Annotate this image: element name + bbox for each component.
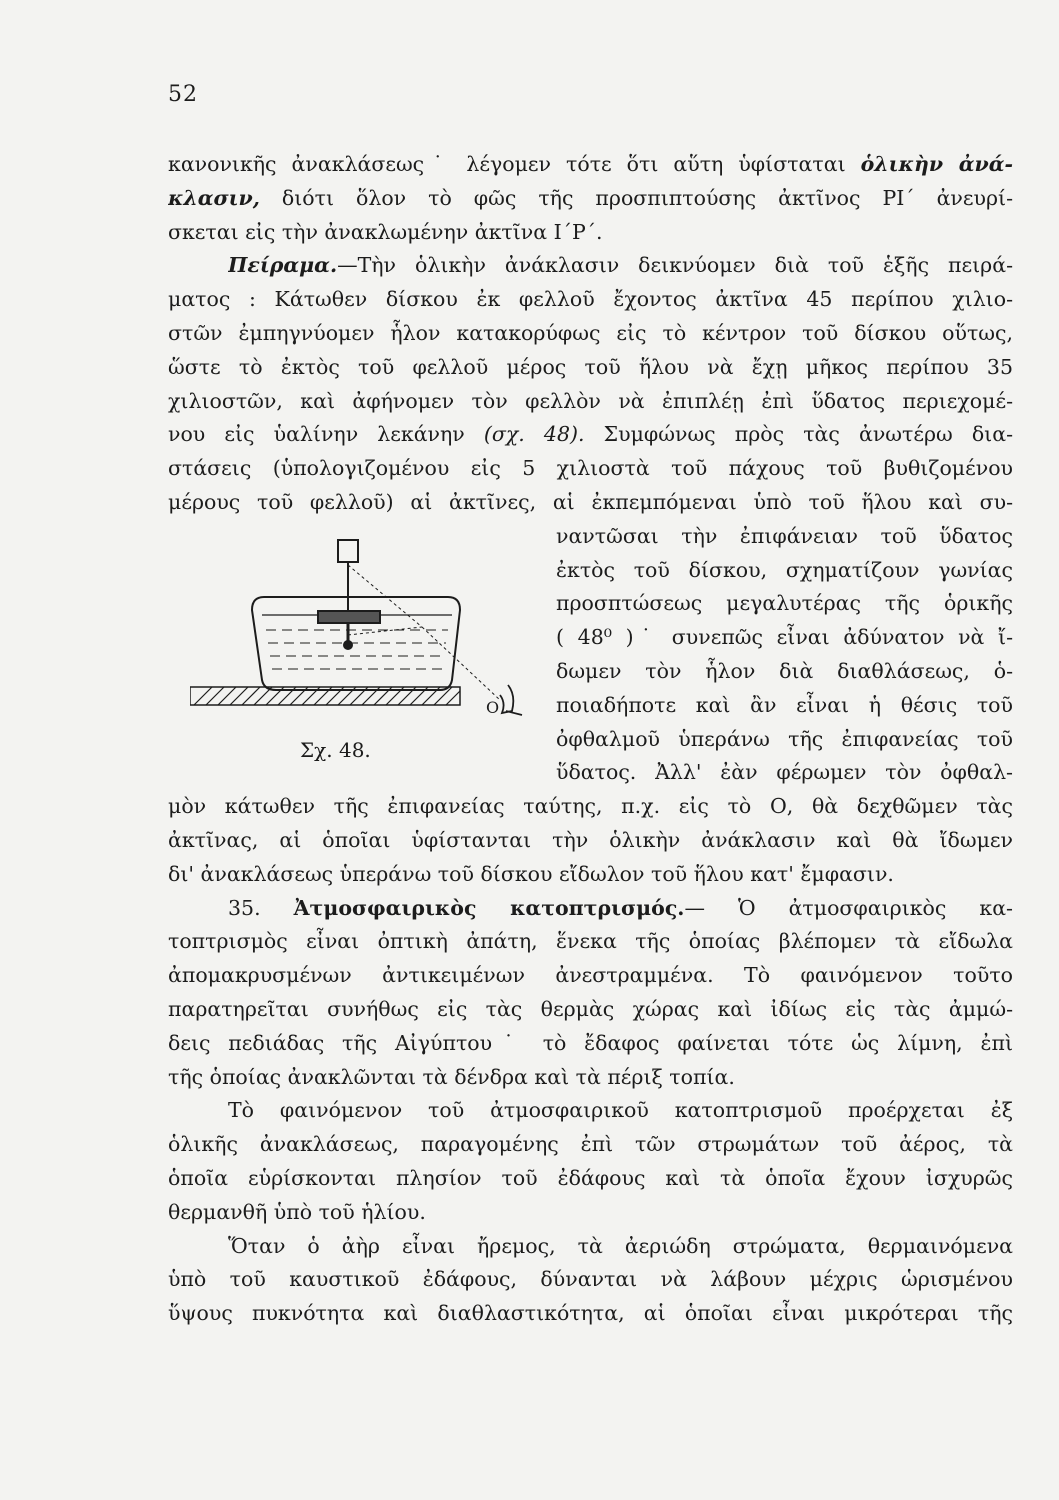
text-segment: 35. — [228, 895, 294, 920]
text-segment: Πείραμα. — [228, 253, 338, 278]
eye-icon — [500, 685, 522, 715]
text-line — [168, 1198, 1013, 1226]
text-line — [228, 1232, 1013, 1260]
text-segment: ἐκτὸς τοῦ δίσκου, σχηματίζουν γωνίας — [556, 557, 1013, 582]
text-segment: κανονικῆς ἀνακλάσεως˙ λέγομεν τότε ὅτι αὕτη ὑφίσταται — [168, 152, 861, 176]
text-line — [168, 387, 1013, 415]
text-segment: ὕψους πυκνότητα καὶ διαθλαστικότητα, αἱ ὁποῖαι εἶναι μικρότεραι τῆς — [168, 1301, 1013, 1326]
text-segment: ποιαδήποτε καὶ ἂν εἶναι ἡ θέσις τοῦ — [556, 692, 1013, 717]
text-segment: ὕδατος. Ἀλλ' ἐὰν φέρωμεν τὸν ὀφθαλ- — [556, 760, 1013, 785]
text-segment: — Ὁ ἀτμοσφαιρικὸς κα- — [684, 895, 1013, 920]
text-line — [168, 319, 1013, 347]
text-line — [228, 251, 1013, 279]
text-segment: Ἀτμοσφαιρικὸς κατοπτρισμός. — [293, 895, 685, 920]
text-line — [556, 691, 1013, 719]
text-segment: τοπτρισμὸς εἶναι ὀπτικὴ ἀπάτη, ἕνεκα τῆς ὁποίας βλέπομεν τὰ εἴδωλα — [168, 929, 1013, 954]
text-segment: θερμανθῆ ὑπὸ τοῦ ἡλίου. — [168, 1199, 426, 1224]
text-line — [168, 420, 1013, 448]
text-segment: Συμφώνως πρὸς τὰς ἀνωτέρω δια- — [584, 422, 1013, 447]
text-segment: παρατηρεῖται συνήθως εἰς τὰς θερμὰς χώρας καὶ ἰδίως εἰς τὰς ἀμμώ- — [168, 997, 1013, 1021]
text-line — [168, 1029, 1013, 1057]
text-segment: δωμεν τὸν ἧλον διὰ διαθλάσεως, ὁ- — [556, 659, 1013, 683]
text-segment: ὁλικὴν ἀνά- — [860, 152, 1013, 176]
page-number: 52 — [168, 82, 198, 107]
text-line — [168, 792, 1013, 820]
nail-head — [338, 540, 358, 562]
text-line — [556, 758, 1013, 786]
text-line — [168, 995, 1013, 1023]
text-line — [168, 218, 1013, 246]
text-segment: δι' ἀνακλάσεως ὑπεράνω τοῦ δίσκου εἴδωλον τοῦ ἥλου κατ' ἔμφασιν. — [168, 861, 894, 886]
text-line — [556, 725, 1013, 753]
text-segment: τῆς ὁποίας ἀνακλῶνται τὰ δένδρα καὶ τὰ πέριξ τοπία. — [168, 1064, 735, 1089]
text-segment: κλασιν, — [168, 185, 260, 210]
text-segment: ὁποῖα εὑρίσκονται πλησίον τοῦ ἐδάφους καὶ τὰ ὁποῖα ἔχουν ἰσχυρῶς — [168, 1166, 1013, 1190]
text-segment: δεις πεδιάδας τῆς Αἰγύπτου˙ τὸ ἔδαφος φαίνεται τότε ὡς λίμνη, ἐπὶ — [168, 1030, 1013, 1055]
text-line — [556, 589, 1013, 617]
text-line — [168, 285, 1013, 313]
text-segment: (σχ. 48). — [483, 422, 585, 447]
text-line — [228, 894, 1013, 922]
text-segment: χιλιοστῶν, καὶ ἀφήνομεν τὸν φελλὸν νὰ ἐπιπλέῃ ἐπὶ ὕδατος περιεχομέ- — [168, 388, 1013, 413]
text-segment: μέρους τοῦ φελλοῦ) αἱ ἀκτῖνες, αἱ ἐκπεμπόμεναι ὑπὸ τοῦ ἥλου καὶ συ- — [168, 490, 1013, 514]
text-segment: ὥστε τὸ ἐκτὸς τοῦ φελλοῦ μέρος τοῦ ἥλου νὰ ἔχῃ μῆκος περίπου 35 — [168, 354, 1013, 379]
figure-48-diagram — [190, 535, 540, 765]
text-segment: ἀκτῖνας, αἱ ὁποῖαι ὑφίστανται τὴν ὁλικὴν ἀνάκλασιν καὶ θὰ ἴδωμεν — [168, 828, 1013, 852]
text-segment: στῶν ἐμπηγνύομεν ἧλον κατακορύφως εἰς τὸ κέντρον τοῦ δίσκου οὕτως, — [168, 321, 1013, 345]
text-segment: ( 48⁰ )˙ συνεπῶς εἶναι ἀδύνατον νὰ ἴ- — [556, 625, 1013, 650]
text-segment: διότι ὅλον τὸ φῶς τῆς προσπιπτούσης ἀκτῖνος ΡΙ΄ ἀνευρί- — [259, 185, 1013, 210]
text-line — [168, 961, 1013, 989]
text-segment: ναντῶσαι τὴν ἐπιφάνειαν τοῦ ὕδατος — [556, 523, 1013, 548]
text-segment: ὀφθαλμοῦ ὑπεράνω τῆς ἐπιφανείας τοῦ — [556, 726, 1013, 751]
cork-disc — [318, 611, 380, 623]
text-segment: Ὅταν ὁ ἀὴρ εἶναι ἤρεμος, τὰ ἀεριώδη στρώματα, θερμαινόμενα — [228, 1233, 1013, 1258]
text-line — [556, 556, 1013, 584]
text-line — [168, 927, 1013, 955]
eye-label: O — [486, 698, 500, 717]
figure-caption: Σχ. 48. — [300, 738, 371, 762]
text-line — [168, 1063, 1013, 1091]
text-line — [556, 657, 1013, 685]
text-segment: στάσεις (ὑπολογιζομένου εἰς 5 χιλιοστὰ τοῦ πάχους τοῦ βυθιζομένου — [168, 456, 1013, 481]
text-line — [168, 454, 1013, 482]
text-segment: —Τὴν ὁλικὴν ἀνάκλασιν δεικνύομεν διὰ τοῦ ἑξῆς πειρά- — [337, 253, 1013, 278]
text-line — [168, 488, 1013, 516]
text-segment: ἀπομακρυσμένων ἀντικειμένων ἀνεστραμμένα. Τὸ φαινόμενον τοῦτο — [168, 963, 1013, 988]
text-line — [168, 1130, 1013, 1158]
text-segment: μὸν κάτωθεν τῆς ἐπιφανείας ταύτης, π.χ. εἰς τὸ Ο, θὰ δεχθῶμεν τὰς — [168, 794, 1013, 819]
text-line — [556, 623, 1013, 651]
text-line — [168, 184, 1013, 212]
text-segment: νου εἰς ὑαλίνην λεκάνην — [168, 422, 484, 447]
text-segment: ὑπὸ τοῦ καυστικοῦ ἐδάφους, δύνανται νὰ λάβουν μέχρις ὡρισμένου — [168, 1267, 1013, 1292]
text-line — [168, 860, 1013, 888]
text-segment: ματος : Κάτωθεν δίσκου ἐκ φελλοῦ ἔχοντος ἀκτῖνα 45 περίπου χιλιο- — [168, 287, 1013, 312]
text-line — [168, 1299, 1013, 1327]
text-line — [168, 150, 1013, 178]
text-segment: Τὸ φαινόμενον τοῦ ἀτμοσφαιρικοῦ κατοπτρισμοῦ προέρχεται ἐξ — [228, 1098, 1013, 1123]
text-line — [168, 1164, 1013, 1192]
text-line — [168, 1265, 1013, 1293]
text-line — [228, 1096, 1013, 1124]
text-segment: προσπτώσεως μεγαλυτέρας τῆς ὁρικῆς — [556, 591, 1013, 616]
text-segment: ὁλικῆς ἀνακλάσεως, παραγομένης ἐπὶ τῶν στρωμάτων τοῦ ἀέρος, τὰ — [168, 1132, 1013, 1157]
text-segment: σκεται εἰς τὴν ἀνακλωμένην ἀκτῖνα Ι΄Ρ΄. — [168, 219, 603, 244]
text-line — [168, 826, 1013, 854]
text-line — [556, 522, 1013, 550]
text-line — [168, 353, 1013, 381]
